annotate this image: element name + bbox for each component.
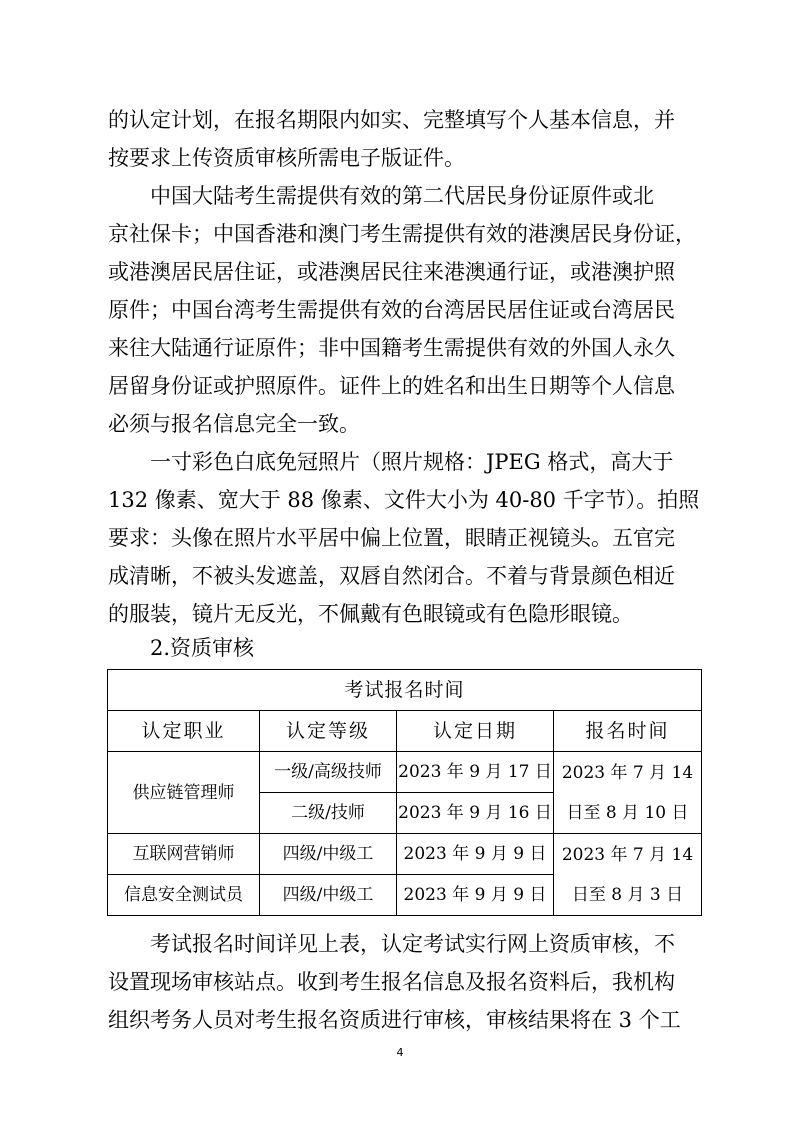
table-title-row xyxy=(108,670,702,711)
header-registration: 报名时间 xyxy=(554,711,702,752)
registration-line-1: 2023 年 7 月 14 xyxy=(561,762,694,783)
table-row xyxy=(108,834,702,875)
paragraph-2-line-1: 中国大陆考生需提供有效的第二代居民身份证原件或北 xyxy=(150,184,654,208)
level-cell: 四级/中级工 xyxy=(260,875,397,916)
date-cell: 2023 年 9 月 9 日 xyxy=(397,875,554,916)
header-level: 认定等级 xyxy=(260,711,397,752)
paragraph-3-line-4: 成清晰，不被头发遮盖，双唇自然闭合。不着与背景颜色相近 xyxy=(108,564,675,588)
section-heading: 2.资质审核 xyxy=(150,636,255,660)
paragraph-2-line-5: 来往大陆通行证原件；非中国籍考生需提供有效的外国人永久 xyxy=(108,336,675,360)
occupation-cell: 互联网营销师 xyxy=(108,834,260,875)
date-cell: 2023 年 9 月 17 日 xyxy=(397,752,554,793)
occupation-cell: 供应链管理师 xyxy=(108,752,260,834)
table-row xyxy=(108,752,702,793)
registration-line-2: 日至 8 月 10 日 xyxy=(566,802,689,823)
paragraph-1-line-2: 按要求上传资质审核所需电子版证件。 xyxy=(108,146,465,170)
table-header-row xyxy=(108,711,702,752)
level-cell: 二级/技师 xyxy=(260,793,397,834)
paragraph-2-line-2: 京社保卡；中国香港和澳门考生需提供有效的港澳居民身份证， xyxy=(108,222,696,246)
paragraph-1-line-1: 的认定计划，在报名期限内如实、完整填写个人基本信息，并 xyxy=(108,108,675,132)
level-cell: 四级/中级工 xyxy=(260,834,397,875)
exam-registration-table xyxy=(107,669,702,916)
table-title: 考试报名时间 xyxy=(108,670,702,711)
paragraph-2-line-3: 或港澳居民居住证，或港澳居民往来港澳通行证，或港澳护照 xyxy=(108,260,675,284)
registration-cell xyxy=(554,752,702,834)
date-cell: 2023 年 9 月 16 日 xyxy=(397,793,554,834)
registration-cell xyxy=(554,834,702,916)
registration-line-1: 2023 年 7 月 14 xyxy=(561,844,694,865)
level-cell: 一级/高级技师 xyxy=(260,752,397,793)
header-occupation: 认定职业 xyxy=(108,711,260,752)
paragraph-3-line-3: 要求：头像在照片水平居中偏上位置，眼睛正视镜头。五官完 xyxy=(108,526,675,550)
header-date: 认定日期 xyxy=(397,711,554,752)
paragraph-3-line-5: 的服装，镜片无反光，不佩戴有色眼镜或有色隐形眼镜。 xyxy=(108,602,633,626)
paragraph-2-line-4: 原件；中国台湾考生需提供有效的台湾居民居住证或台湾居民 xyxy=(108,298,675,322)
page-number: 4 xyxy=(396,1046,404,1059)
paragraph-4-line-1: 考试报名时间详见上表，认定考试实行网上资质审核，不 xyxy=(150,932,675,956)
paragraph-4-line-3: 组织考务人员对考生报名资质进行审核，审核结果将在 3 个工 xyxy=(108,1008,681,1032)
paragraph-4-line-2: 设置现场审核站点。收到考生报名信息及报名资料后，我机构 xyxy=(108,970,675,994)
paragraph-2-line-7: 必须与报名信息完全一致。 xyxy=(108,412,360,436)
registration-line-2: 日至 8 月 3 日 xyxy=(571,884,684,905)
date-cell: 2023 年 9 月 9 日 xyxy=(397,834,554,875)
paragraph-3-line-2: 132 像素、宽大于 88 像素、文件大小为 40-80 千字节）。拍照 xyxy=(108,488,700,512)
occupation-cell: 信息安全测试员 xyxy=(108,875,260,916)
paragraph-3-line-1: 一寸彩色白底免冠照片（照片规格：JPEG 格式，高大于 xyxy=(150,450,674,474)
paragraph-2-line-6: 居留身份证或护照原件。证件上的姓名和出生日期等个人信息 xyxy=(108,374,675,398)
